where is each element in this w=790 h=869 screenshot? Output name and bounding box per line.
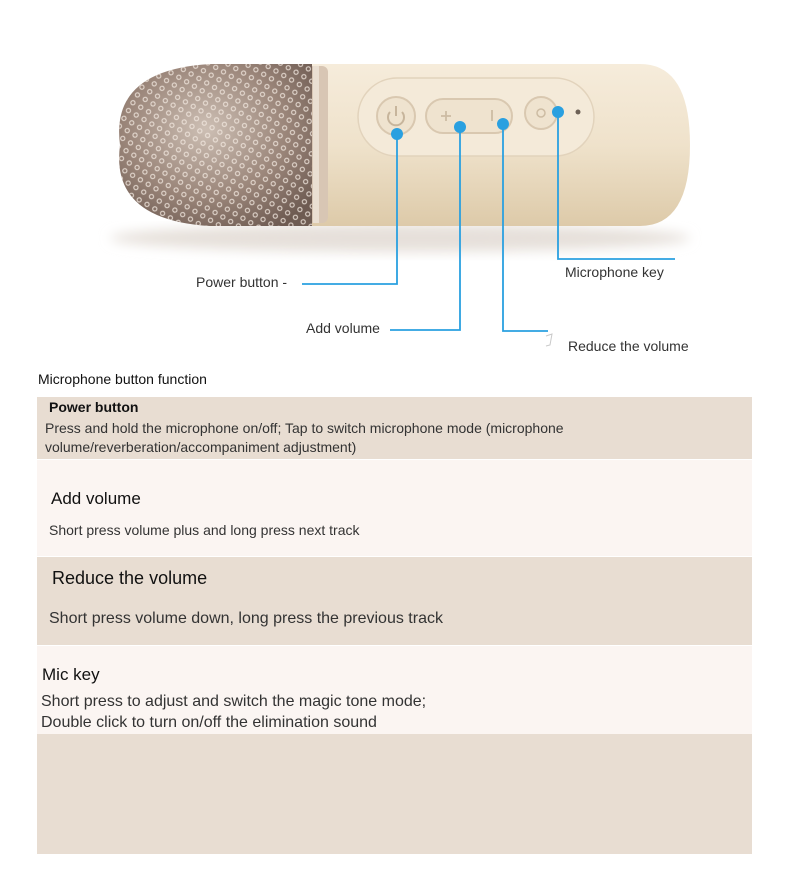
- function-title: Reduce the volume: [52, 568, 208, 588]
- microphone-hole: [576, 110, 581, 115]
- pointer-dot-add: [454, 121, 466, 133]
- callout-add-volume: Add volume: [306, 320, 380, 336]
- function-title: Mic key: [42, 665, 100, 684]
- function-description: Short press volume down, long press the previous track: [49, 610, 443, 627]
- pointer-dot-power: [391, 128, 403, 140]
- microphone-product-image: [0, 0, 790, 365]
- function-description: Short press volume plus and long press next track: [49, 522, 360, 538]
- callout-power-button: Power button -: [196, 274, 288, 290]
- function-row-add-volume: [37, 460, 752, 556]
- callout-reduce-volume: Reduce the volume: [568, 338, 689, 354]
- function-row-empty: [37, 734, 752, 854]
- callout-microphone-key: Microphone key: [565, 264, 664, 280]
- function-title: Add volume: [51, 489, 141, 508]
- function-title: Power button: [49, 399, 139, 415]
- pointer-dot-reduce: [497, 118, 509, 130]
- section-title: Microphone button function: [38, 371, 207, 387]
- function-description: Press and hold the microphone on/off; Tap to switch microphone mode (microphone volume/reverberation/accompaniment adjustment): [45, 420, 564, 455]
- function-row-reduce-volume: [37, 557, 752, 645]
- pointer-dot-mic: [552, 106, 564, 118]
- function-row-mic-key: [37, 646, 752, 734]
- function-row-power: [37, 397, 752, 459]
- function-description: Short press to adjust and switch the magic tone mode; Double click to turn on/off the elimination sound: [41, 693, 427, 731]
